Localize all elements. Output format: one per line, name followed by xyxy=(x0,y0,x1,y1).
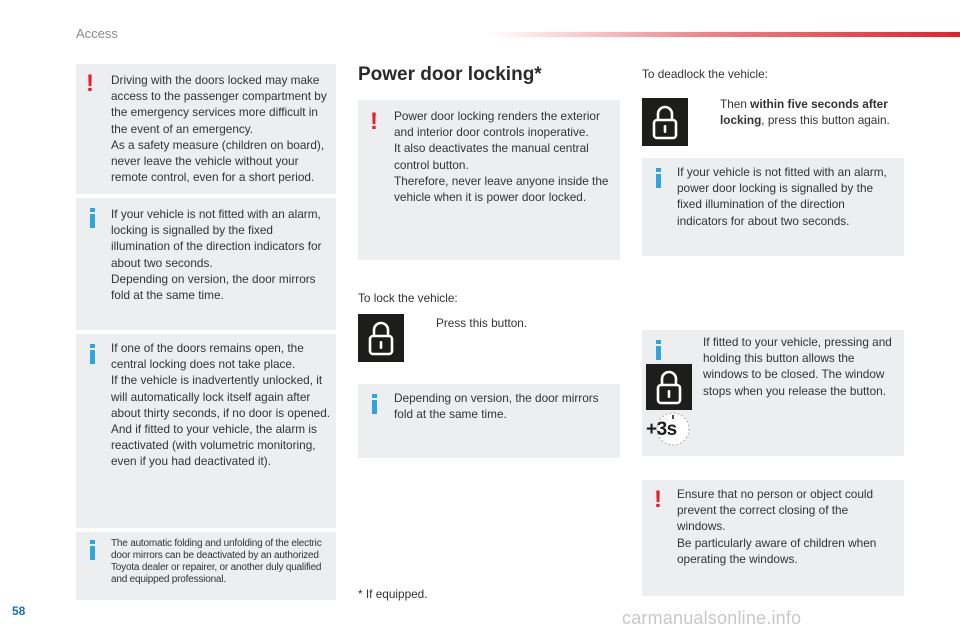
warning-box-doors-locked xyxy=(76,64,336,194)
timer-3s-label: +3s xyxy=(646,419,677,440)
section-title: Power door locking* xyxy=(358,64,542,85)
info-box-mirror-folding xyxy=(76,532,336,600)
info-icon xyxy=(90,344,95,364)
warning-icon: ! xyxy=(86,70,94,97)
warning-icon: ! xyxy=(654,486,662,513)
info-text: The automatic folding and unfolding of the electric door mirrors can be deactivated by an authorized Toyota dealer or repairer, or another duly qualified and equipped professional. xyxy=(111,538,322,585)
info-text: If your vehicle is not fitted with an alarm, locking is signalled by the fixed illumination of the direction indicators for about two seconds. Depending on version, the door mirrors fold at the same time. xyxy=(111,207,322,303)
deadlock-heading: To deadlock the vehicle: xyxy=(642,67,768,81)
deadlock-step-prefix: Then xyxy=(720,97,751,111)
timer-3s-icon xyxy=(646,410,692,448)
deadlock-button-image xyxy=(642,98,688,146)
padlock-icon xyxy=(646,364,692,410)
warning-box-window-safety xyxy=(642,480,904,596)
info-text: Depending on version, the door mirrors fold at the same time. xyxy=(394,391,599,422)
info-box-mirrors-fold xyxy=(358,384,620,458)
info-box-locking-signal xyxy=(76,198,336,330)
padlock-icon xyxy=(358,314,404,362)
window-close-button-image xyxy=(646,364,692,410)
info-icon xyxy=(656,168,661,188)
info-text: If one of the doors remains open, the central locking does not take place. If the vehicle is inadvertently unlocked, it will automatically lock itself again after about thirty seconds, if no door is opened. And if fitted to your vehicle, the alarm is reactivated (with volumetric monitoring, even if you had deactivated it). xyxy=(111,341,331,469)
info-box-door-open xyxy=(76,334,336,528)
warning-box-power-locking xyxy=(358,100,620,260)
page-header-title: Access xyxy=(76,26,118,41)
lock-step-text: Press this button. xyxy=(436,316,528,330)
info-icon xyxy=(90,540,95,560)
info-icon xyxy=(90,208,95,228)
warning-text: Power door locking renders the exterior and interior door controls inoperative. It also deactivates the manual central control button. Therefore, never leave anyone inside the vehicle when it is power door locked. xyxy=(394,109,609,205)
info-box-power-locking-signal xyxy=(642,158,904,256)
watermark: carmanualsonline.info xyxy=(622,608,802,628)
padlock-icon xyxy=(642,98,688,146)
info-icon xyxy=(372,394,377,414)
deadlock-step-text xyxy=(720,96,902,128)
info-text: If fitted to your vehicle, pressing and holding this button allows the windows to be closed. The window stops when you release the button. xyxy=(703,335,892,398)
deadlock-step-suffix: , press this button again. xyxy=(761,113,890,127)
lock-heading: To lock the vehicle: xyxy=(358,291,458,305)
info-icon xyxy=(656,340,661,360)
deadlock-step-bold: within five seconds after locking xyxy=(720,97,888,127)
info-text: If your vehicle is not fitted with an alarm, power door locking is signalled by the fixed illumination of the direction indicators for about two seconds. xyxy=(677,165,887,228)
footnote: * If equipped. xyxy=(358,587,428,601)
warning-text: Ensure that no person or object could prevent the correct closing of the windows. Be particularly aware of children when operating the windows. xyxy=(677,487,877,566)
page-number: 58 xyxy=(12,604,26,618)
lock-button-image xyxy=(358,314,404,362)
header-rule xyxy=(490,32,960,37)
warning-icon: ! xyxy=(370,108,378,135)
warning-text: Driving with the doors locked may make access to the passenger compartment by the emergency services more difficult in the event of an emergency. As a safety measure (children on board), never leave the vehicle without your remote control, even for a short period. xyxy=(111,73,327,185)
